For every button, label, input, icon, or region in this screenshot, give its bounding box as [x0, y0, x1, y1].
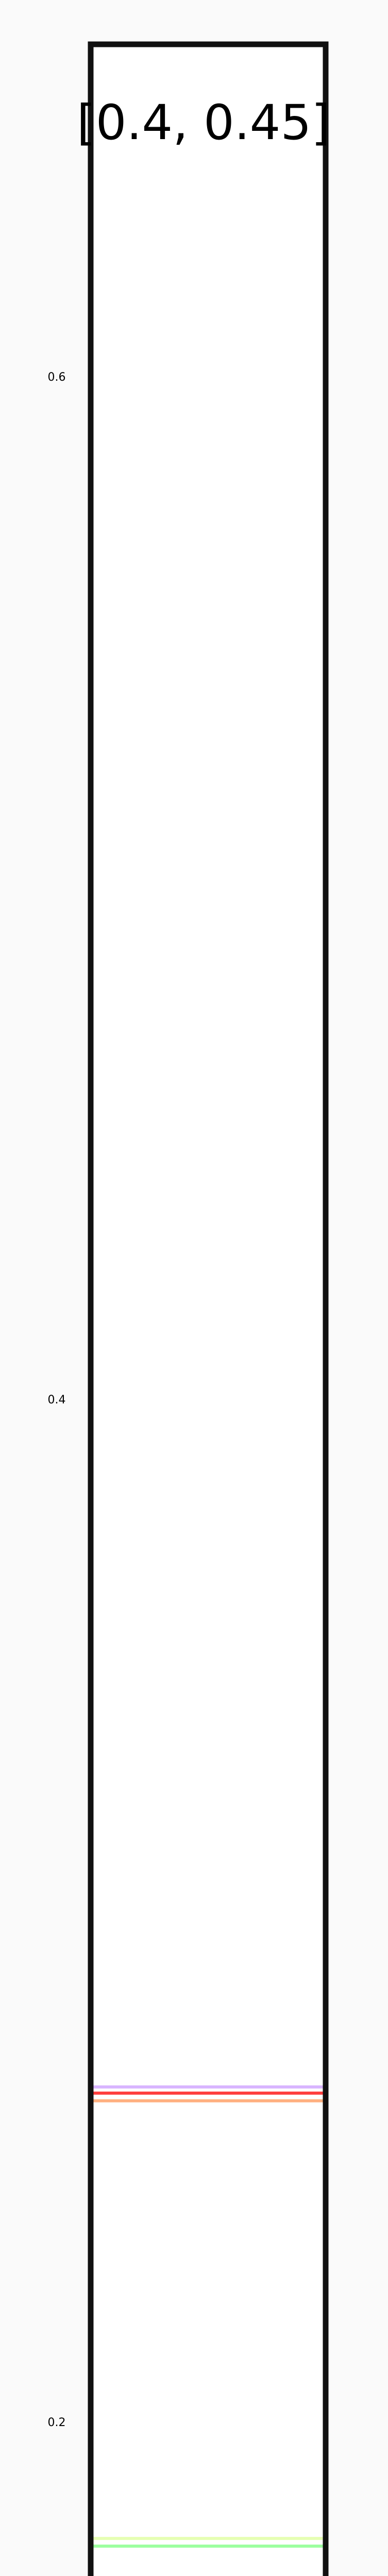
y-tick-label: 0.4 — [47, 1393, 66, 1406]
y-tick-label: 0.2 — [47, 2416, 66, 2429]
plot-area — [91, 44, 326, 2576]
y-axis — [48, 371, 66, 2429]
y-tick-label: 0.6 — [47, 371, 66, 384]
chart-title: [0.4, 0.45] — [77, 95, 330, 151]
